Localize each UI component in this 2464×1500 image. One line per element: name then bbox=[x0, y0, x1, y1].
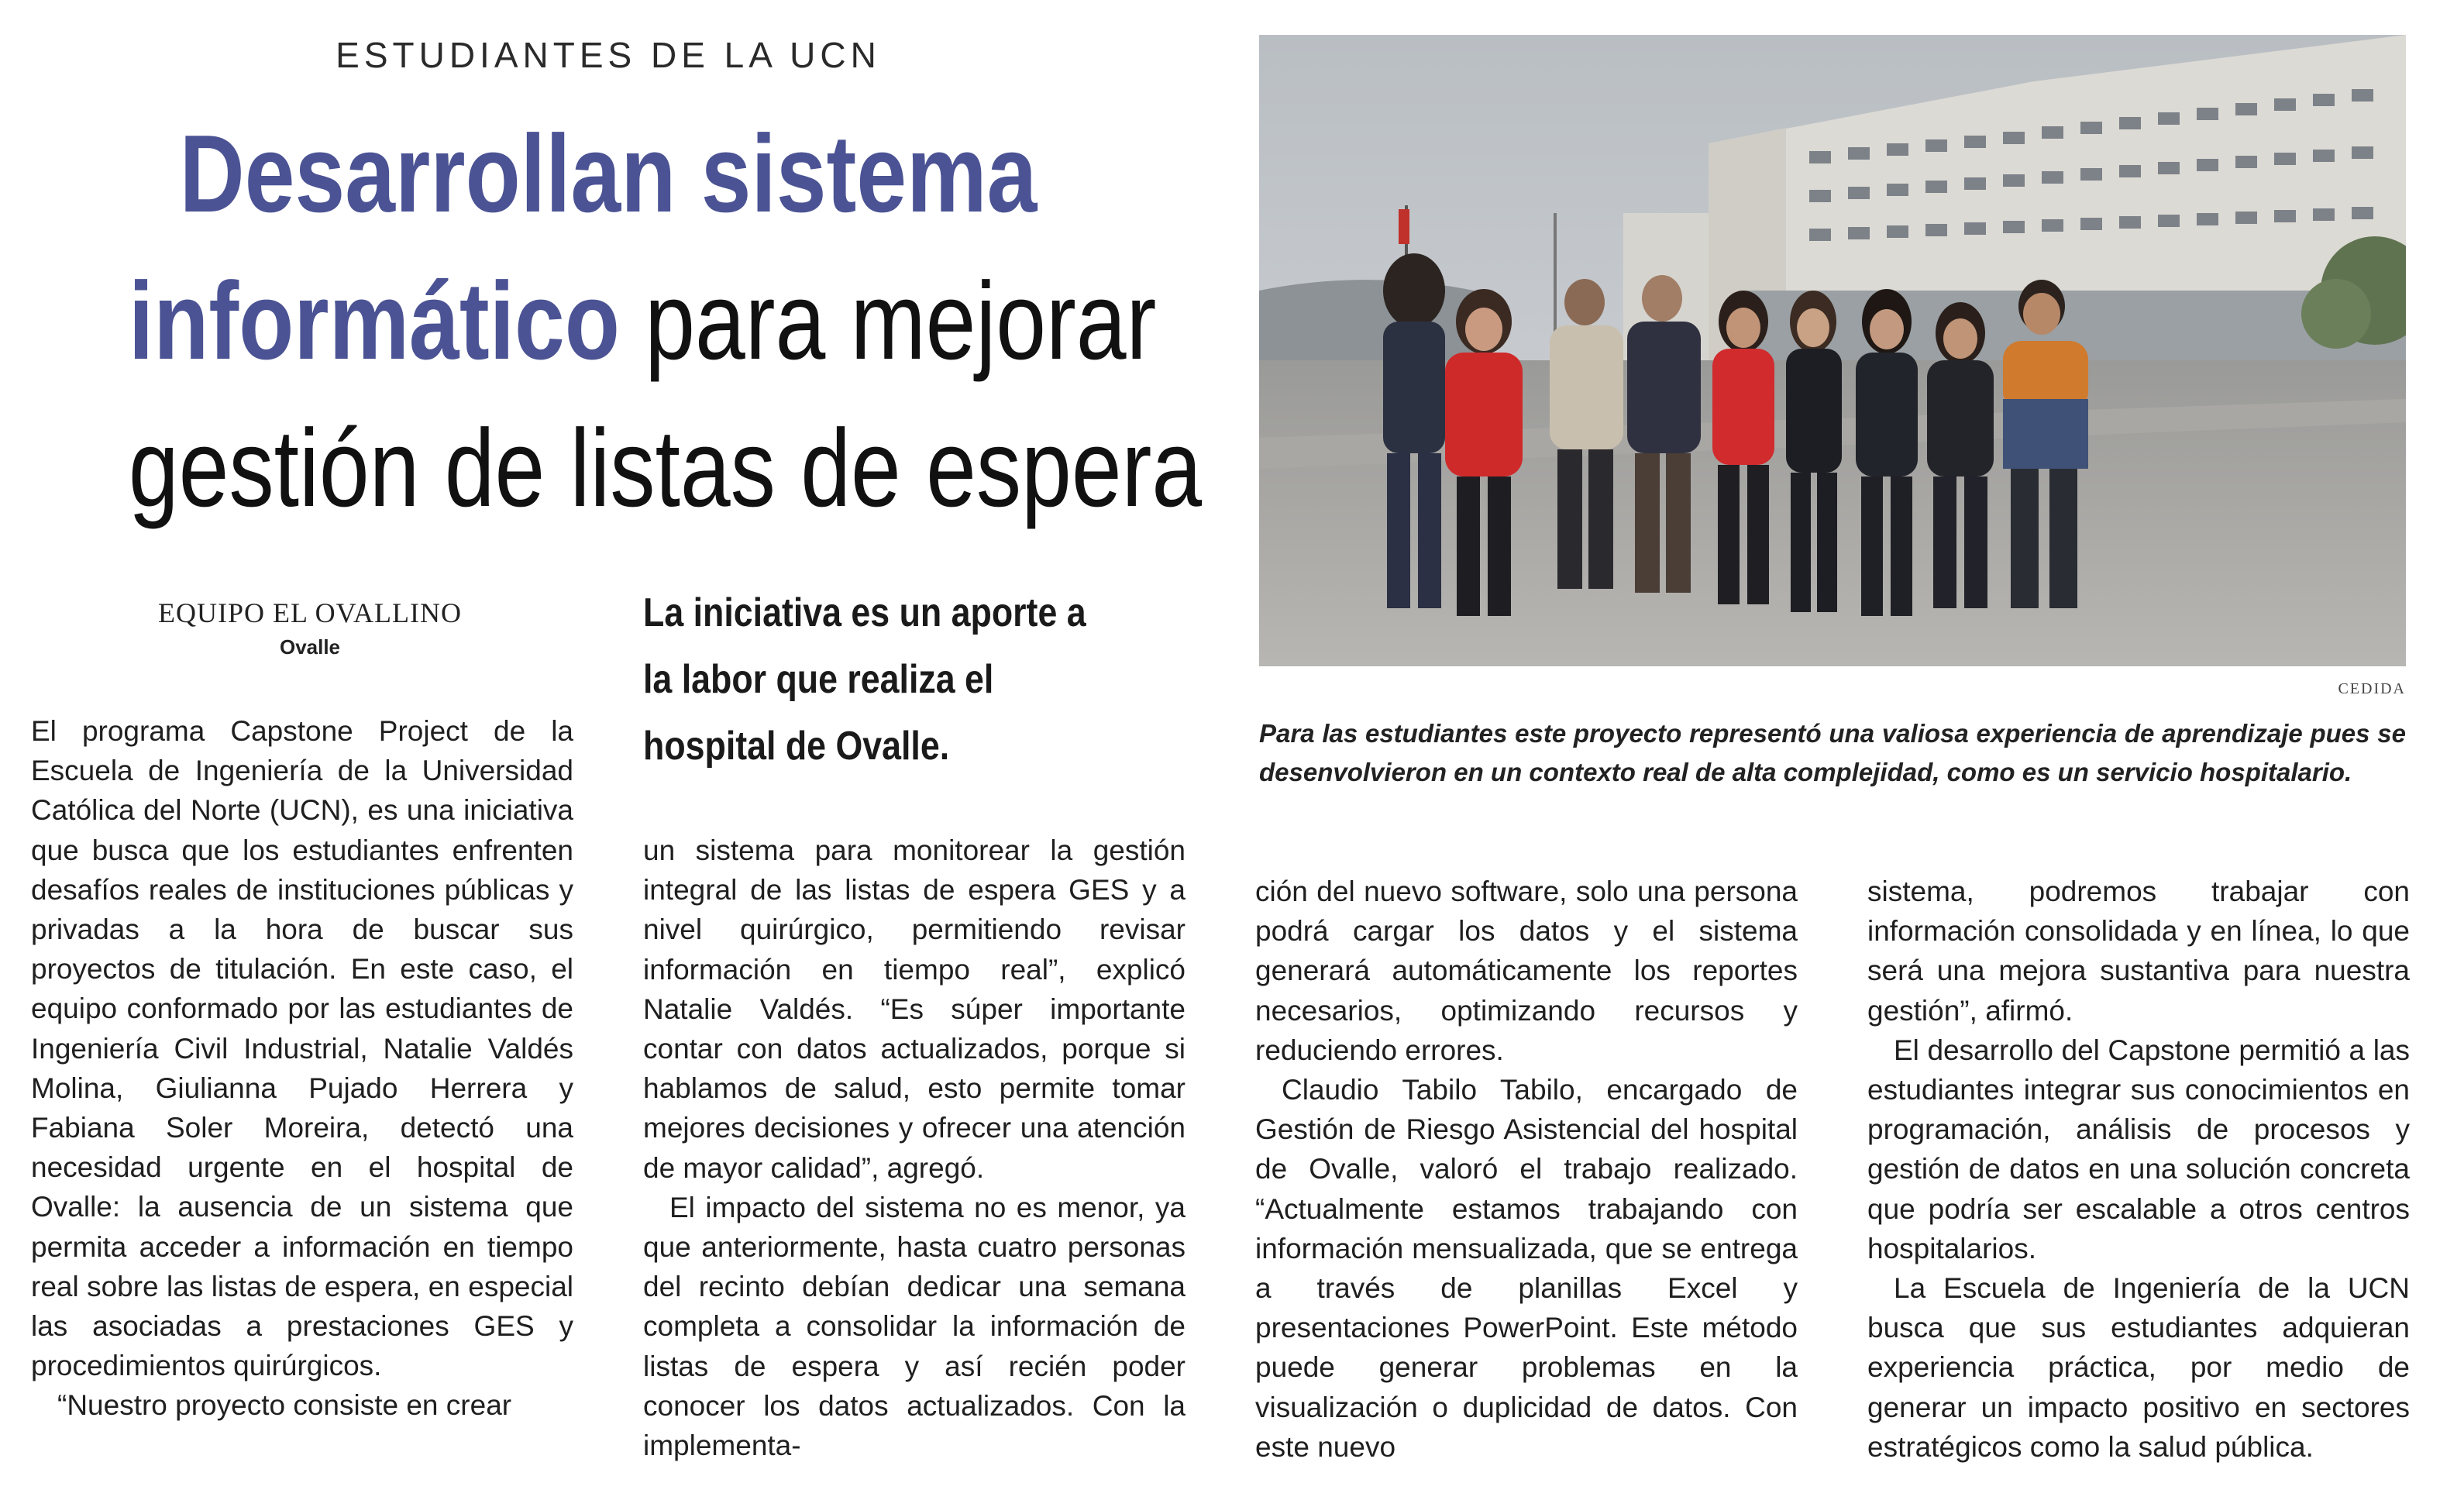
headline-highlight: informático bbox=[128, 260, 620, 383]
article-headline bbox=[128, 101, 1203, 542]
paragraph: “Nuestro proyecto consiste en crear bbox=[57, 1389, 512, 1422]
paragraph: Claudio Tabilo Tabilo, encargado de Gestión de Riesgo Asistencial del hospital de Ovalle, valoró el trabajo realizado. “Actualmente estamos trabajando con información mensualizada, que se entrega a través de planillas Excel y presentaciones PowerPoint. Este método puede generar problemas en la visualización o duplicidad de datos. Con este nuevo bbox=[1255, 1074, 1798, 1463]
paragraph: El programa Capstone Project de la Escuela de Ingeniería de la Universidad Católica del Norte (UCN), es una iniciativa que busca que los estudiantes enfrenten desafíos reales de instituciones públicas y privadas a la hora de buscar sus proyectos de titulación. En este caso, el equipo conformado por las estudiantes de Ingeniería Civil Industrial, Natalie Valdés Molina, Giulianna Pujado Herrera y Fabiana Soler Moreira, detectó una necesidad urgente en el hospital de Ovalle: la ausencia de un sistema que permita acceder a información en tiempo real sobre las listas de espera, en especial las asociadas a prestaciones GES y procedimientos quirúrgicos. bbox=[31, 715, 573, 1382]
paragraph: un sistema para monitorear la gestión integral de las listas de espera GES y a nivel quirúrgico, permitiendo revisar información en tiempo real”, explicó Natalie Valdés. “Es súper importante contar con datos actualizados, porque si hablamos de salud, esto permite tomar mejores decisiones y ofrecer una atención de mayor calidad”, agregó. bbox=[643, 834, 1186, 1184]
headline-line-2 bbox=[128, 248, 1157, 395]
paragraph: El desarrollo del Capstone permitió a las estudiantes integrar sus conocimientos en programación, análisis de procesos y gestión de datos en una solución concreta que podría ser escalable a otros centros hospitalarios. bbox=[1867, 1034, 2410, 1264]
group-photo-illustration bbox=[1259, 35, 2406, 666]
group-photo bbox=[1259, 35, 2406, 666]
body-column-2 bbox=[643, 831, 1186, 1465]
headline-line-3: gestión de listas de espera bbox=[128, 407, 1203, 530]
body-column-4 bbox=[1867, 872, 2410, 1467]
body-column-1 bbox=[31, 711, 573, 1426]
headline-line-2-rest: para mejorar bbox=[619, 260, 1157, 383]
article-kicker: ESTUDIANTES DE LA UCN bbox=[336, 35, 881, 75]
headline-line-1: Desarrollan sistema bbox=[179, 112, 1038, 236]
paragraph: La Escuela de Ingeniería de la UCN busca que sus estudiantes adquieran experiencia práctica, por medio de generar un impacto positivo en sectores estratégicos como la salud pública. bbox=[1867, 1272, 2410, 1463]
body-column-3 bbox=[1255, 872, 1798, 1467]
photo-caption: Para las estudiantes este proyecto representó una valiosa experiencia de aprendizaje pues se desenvolvieron en un contexto real de alta complejidad, como es un servicio hospitalario. bbox=[1259, 719, 2406, 786]
pull-quote: La iniciativa es un aporte a la labor que realiza el hospital de Ovalle. bbox=[643, 590, 1086, 769]
paragraph: El impacto del sistema no es menor, ya que anteriormente, hasta cuatro personas del recinto debían dedicar una semana completa a consolidar la información de listas de espera y así recién poder conocer los datos actualizados. Con la implementa- bbox=[643, 1191, 1186, 1462]
byline: EQUIPO EL OVALLINO bbox=[158, 597, 462, 628]
dateline: Ovalle bbox=[279, 635, 341, 659]
paragraph: sistema, podremos trabajar con información consolidada y en línea, lo que será una mejora sustantiva para nuestra gestión”, afirmó. bbox=[1867, 876, 2410, 1027]
paragraph: ción del nuevo software, solo una persona podrá cargar los datos y el sistema generará automáticamente los reportes necesarios, optimizando recursos y reduciendo errores. bbox=[1255, 876, 1798, 1066]
photo-credit: CEDIDA bbox=[2338, 680, 2406, 697]
